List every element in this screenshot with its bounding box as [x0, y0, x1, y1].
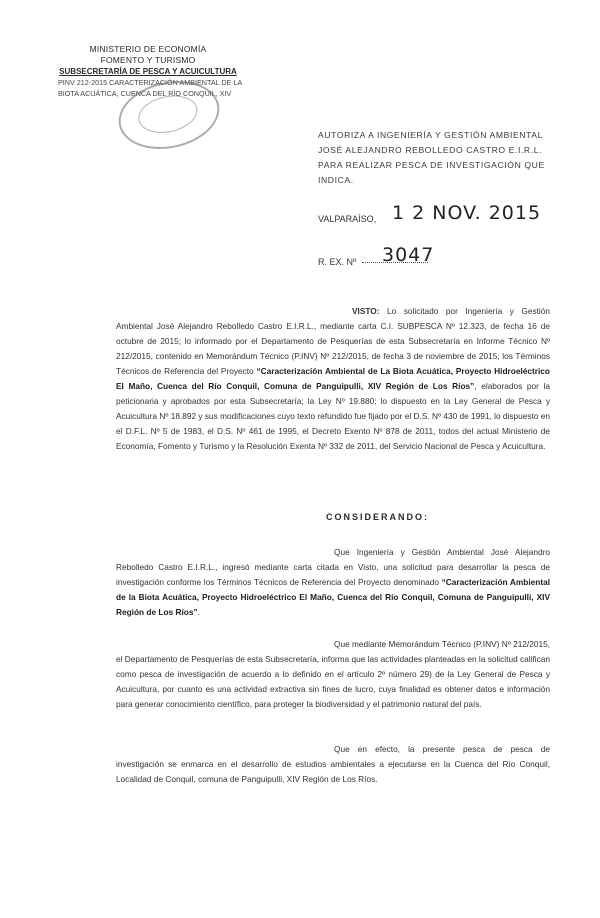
visto-paragraph	[116, 304, 550, 454]
considerando-paragraph-1	[116, 545, 550, 620]
c1-text: Que Ingeniería y Gestión Ambiental José Alejandro Rebolledo Castro E.I.R.L., ingresó mediante carta citada en Visto, una solicitud para desarrollar la pesca de investigación conforme los Términos Técnicos de Referencia del Proyecto denominado	[116, 547, 550, 587]
considerando-paragraph-3	[116, 742, 550, 787]
letterhead-reference-2: BIOTA ACUÁTICA, CUENCA DEL RÍO CONQUIL, XIV	[58, 89, 232, 98]
visto-text-2: , elaborados por la peticionaria y aprobados por esta Subsecretaría; la Ley Nº 19.880; lo dispuesto en la Ley General de Pesca y Acuicultura Nº 18.892 y sus modificaciones cuyo texto refundido fue fijado por el D.S. Nº 430 de 1991, lo dispuesto en el D.F.L. Nº 5 de 1983, el D.S. Nº 461 de 1995, el Decreto Exento Nº 878 de 2011, todos del actual Ministerio de Economía, Fomento y Turismo y la Resolución Exenta Nº 332 de 2011, del Servicio Nacional de Pesca y Acuicultura.	[116, 381, 550, 451]
resolution-number: 3047	[382, 244, 435, 266]
letterhead-ministry: MINISTERIO DE ECONOMÍA	[89, 44, 207, 54]
document-title: AUTORIZA A INGENIERÍA Y GESTIÓN AMBIENTAL JOSÉ ALEJANDRO REBOLLEDO CASTRO E.I.R.L. PARA REALIZAR PESCA DE INVESTIGACIÓN QUE INDICA.	[318, 130, 545, 185]
c1-project-name: “Caracterización Ambiental de la Biota Acuática, Proyecto Hidroeléctrico El Maño, Cuenca del Río Conquil, Comuna de Panguipulli, XIV Región de Los Ríos”	[116, 577, 550, 617]
place-label: VALPARAÍSO,	[318, 214, 377, 224]
c3-text: Que en efecto, la presente pesca de pesca de investigación se enmarca en el desarrollo de estudios ambientales a ejecutarse en la Cuenca del Río Conquil, Localidad de Conquil, comuna de Panguipulli, XIV Región de Los Ríos.	[116, 744, 550, 784]
visto-text-1: Lo solicitado por Ingeniería y Gestión Ambiental José Alejandro Rebolledo Castro E.I.R.L., mediante carta C.I. SUBPESCA Nº 12.323, de fecha 16 de octubre de 2015; lo informado por el Departamento de Pesquerías de esta Subsecretaría en Informe Técnico Nº 212/2015, contenido en Memorándum Técnico (P.INV) Nº 212/2015, de fecha 3 de noviembre de 2015; los Términos Técnicos de Referencia del Proyecto	[116, 306, 550, 376]
considerando-paragraph-2	[116, 637, 550, 712]
letterhead-reference-1: PINV 212-2015 CARACTERIZACIÓN AMBIENTAL DE LA	[58, 78, 243, 87]
visto-project-name: “Caracterización Ambiental de La Biota Acuática, Proyecto Hidroeléctrico El Maño, Cuenca del Río Conquil, Comuna de Panguipulli, XIV Región de Los Ríos”	[116, 366, 550, 391]
letterhead-subsecretaria: SUBSECRETARÍA DE PESCA Y ACUICULTURA	[59, 67, 237, 76]
considerando-heading: CONSIDERANDO:	[326, 512, 430, 522]
visto-heading: VISTO:	[352, 306, 380, 316]
letterhead-ministry-2: FOMENTO Y TURISMO	[100, 55, 196, 65]
c2-text: Que mediante Memorándum Técnico (P.INV) Nº 212/2015, el Departamento de Pesquerías de esta Subsecretaría, informa que las actividades planteadas en la solicitud califican como pesca de investigación de acuerdo a lo definido en el artículo 2º número 29) de la Ley General de Pesca y Acuicultura, por cuanto es una actividad extractiva sin fines de lucro, cuya finalidad es obtener datos e información para generar conocimiento científico, para proteger la biodiversidad y el patrimonio natural del país.	[116, 639, 550, 709]
document-date: 1 2 NOV. 2015	[392, 202, 542, 224]
c1-end: .	[197, 607, 200, 617]
resolution-label: R. EX. Nº	[318, 257, 357, 267]
